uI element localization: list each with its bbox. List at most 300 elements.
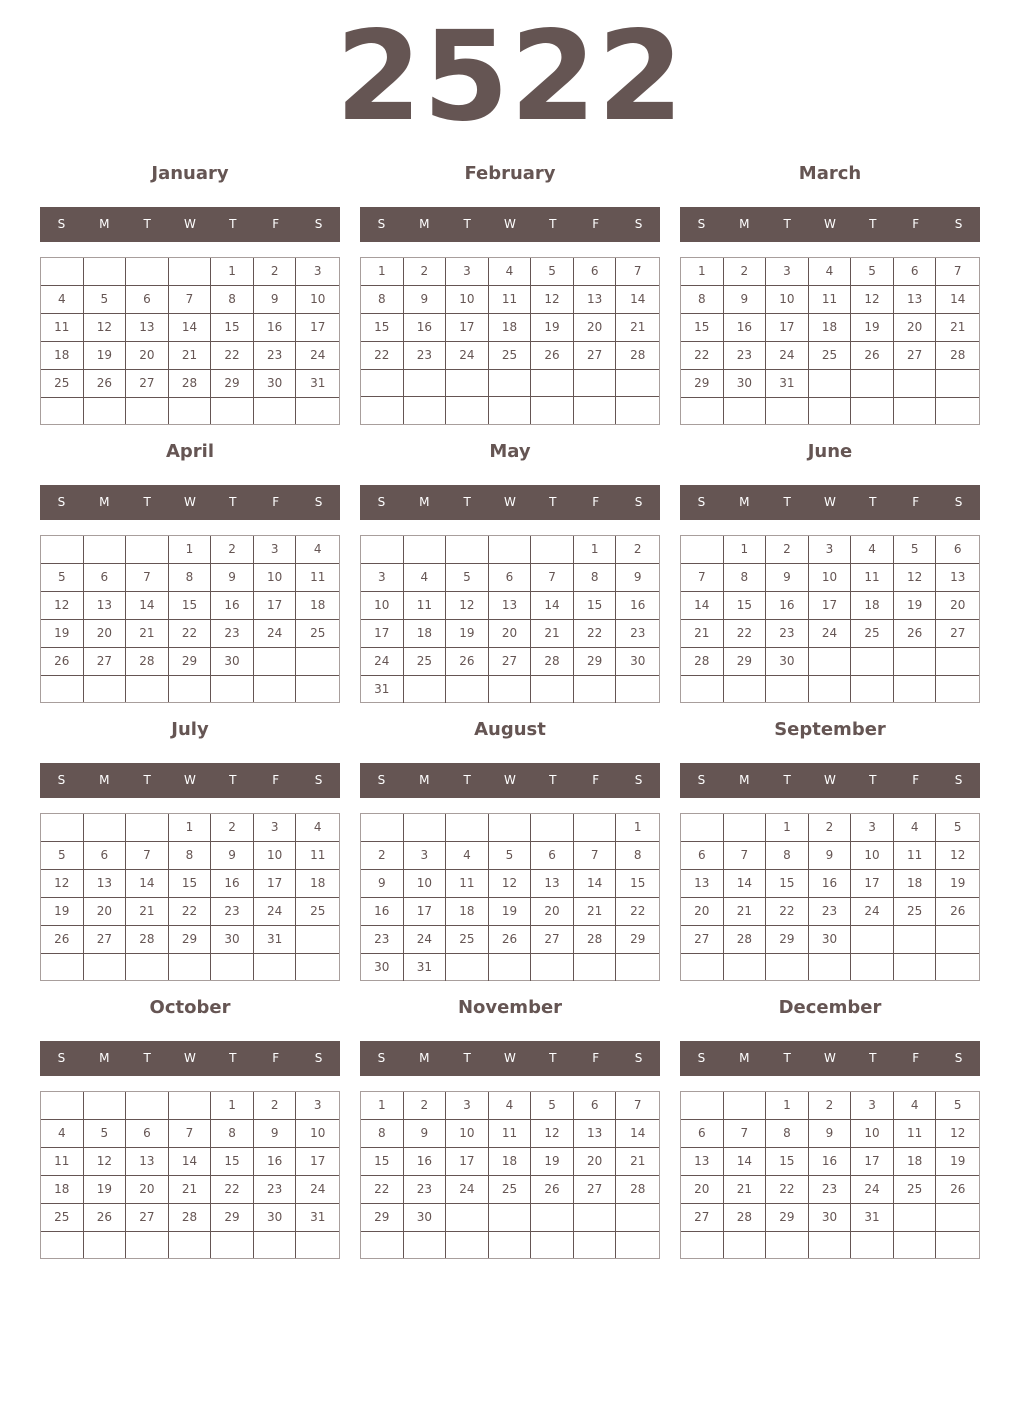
day-cell: 6 [531, 842, 574, 870]
month-february [360, 155, 660, 433]
day-cell: 28 [724, 926, 767, 954]
day-cell: 11 [809, 286, 852, 314]
weekday-label: T [143, 217, 151, 231]
day-cell: 4 [894, 814, 937, 842]
day-cell: 20 [84, 620, 127, 648]
empty-day-cell [169, 1232, 212, 1258]
day-cell: 8 [169, 564, 212, 592]
day-cell: 1 [169, 536, 212, 564]
month-september [680, 711, 980, 989]
empty-day-cell [211, 398, 254, 424]
day-cell: 19 [84, 342, 127, 370]
empty-day-cell [126, 676, 169, 702]
empty-day-cell [84, 398, 127, 424]
day-cell: 5 [489, 842, 532, 870]
empty-day-cell [404, 1232, 447, 1258]
day-cell: 3 [766, 258, 809, 286]
day-cell: 16 [254, 1148, 297, 1176]
empty-day-cell [574, 676, 617, 703]
empty-day-cell [169, 398, 212, 424]
day-cell: 11 [41, 1148, 84, 1176]
day-cell: 3 [361, 564, 404, 592]
day-cell: 27 [84, 926, 127, 954]
weekday-label: S [954, 217, 963, 231]
weekday-label: T [463, 217, 471, 231]
day-cell: 24 [254, 898, 297, 926]
day-cell: 5 [41, 564, 84, 592]
day-cell: 3 [446, 1092, 489, 1120]
month-november [360, 989, 660, 1267]
weekday-label: S [377, 1051, 386, 1065]
day-cell: 10 [404, 870, 447, 898]
empty-day-cell [851, 926, 894, 954]
empty-day-cell [296, 398, 339, 424]
day-cell: 24 [254, 620, 297, 648]
day-cell: 14 [616, 286, 659, 314]
day-cell: 17 [851, 870, 894, 898]
empty-day-cell [169, 954, 212, 980]
empty-day-cell [616, 1232, 659, 1258]
empty-day-cell [211, 954, 254, 980]
day-cell: 21 [126, 620, 169, 648]
day-cell: 10 [361, 592, 404, 620]
empty-day-cell [809, 1232, 852, 1258]
day-cell: 20 [126, 342, 169, 370]
day-cell: 25 [296, 898, 339, 926]
empty-day-cell [84, 536, 127, 564]
day-cell: 25 [489, 342, 532, 370]
empty-day-cell [254, 648, 297, 676]
empty-day-cell [681, 1232, 724, 1258]
day-cell: 4 [894, 1092, 937, 1120]
weekday-label: W [824, 773, 836, 787]
day-cell: 23 [211, 898, 254, 926]
empty-day-cell [936, 954, 979, 980]
empty-day-cell [211, 1232, 254, 1258]
day-cell: 23 [724, 342, 767, 370]
day-cell: 12 [84, 314, 127, 342]
empty-day-cell [681, 1092, 724, 1120]
day-cell: 14 [126, 592, 169, 620]
weekday-label: T [783, 217, 791, 231]
day-cell: 3 [446, 258, 489, 286]
month-december [680, 989, 980, 1267]
day-cell: 23 [361, 926, 404, 954]
empty-day-cell [41, 536, 84, 564]
day-cell: 5 [936, 814, 979, 842]
empty-day-cell [936, 398, 979, 424]
weekday-label: T [229, 217, 237, 231]
weekday-label: T [549, 217, 557, 231]
day-cell: 31 [296, 370, 339, 398]
day-cell: 16 [211, 870, 254, 898]
empty-day-cell [851, 398, 894, 424]
empty-day-cell [574, 954, 617, 981]
day-cell: 21 [936, 314, 979, 342]
empty-day-cell [809, 954, 852, 980]
day-cell: 13 [531, 870, 574, 898]
day-cell: 9 [724, 286, 767, 314]
day-cell: 14 [169, 1148, 212, 1176]
day-cell: 19 [84, 1176, 127, 1204]
day-cell: 8 [361, 286, 404, 314]
day-cell: 7 [574, 842, 617, 870]
empty-day-cell [254, 1232, 297, 1258]
weekday-label: S [314, 773, 323, 787]
empty-day-cell [254, 398, 297, 424]
day-cell: 30 [724, 370, 767, 398]
day-cell: 12 [936, 842, 979, 870]
day-cell: 30 [254, 1204, 297, 1232]
day-cell: 20 [681, 898, 724, 926]
weekday-label: W [824, 217, 836, 231]
empty-day-cell [296, 648, 339, 676]
weekday-label: W [504, 217, 516, 231]
day-cell: 19 [41, 620, 84, 648]
day-cell: 15 [361, 1148, 404, 1176]
day-cell: 26 [531, 1176, 574, 1204]
day-cell: 28 [169, 1204, 212, 1232]
day-cell: 23 [254, 342, 297, 370]
weekday-label: S [314, 495, 323, 509]
day-cell: 7 [169, 286, 212, 314]
day-cell: 26 [936, 1176, 979, 1204]
day-cell: 31 [766, 370, 809, 398]
day-cell: 27 [681, 926, 724, 954]
weekday-header [40, 763, 340, 798]
day-cell: 25 [894, 1176, 937, 1204]
day-cell: 17 [254, 870, 297, 898]
empty-day-cell [531, 397, 574, 424]
day-cell: 12 [41, 870, 84, 898]
day-cell: 27 [126, 1204, 169, 1232]
weekday-header [360, 207, 660, 242]
empty-day-cell [894, 676, 937, 702]
day-cell: 19 [489, 898, 532, 926]
month-title: November [457, 997, 563, 1018]
empty-day-cell [41, 258, 84, 286]
day-cell: 24 [446, 342, 489, 370]
day-cell: 1 [211, 1092, 254, 1120]
day-cell: 23 [809, 1176, 852, 1204]
day-cell: 27 [894, 342, 937, 370]
day-cell: 2 [211, 536, 254, 564]
day-cell: 7 [126, 564, 169, 592]
day-cell: 8 [211, 1120, 254, 1148]
day-cell: 22 [169, 620, 212, 648]
empty-day-cell [894, 1204, 937, 1232]
day-cell: 5 [84, 286, 127, 314]
empty-day-cell [211, 676, 254, 702]
day-cell: 20 [894, 314, 937, 342]
day-cell: 24 [851, 898, 894, 926]
weekday-label: S [954, 1051, 963, 1065]
day-cell: 15 [169, 870, 212, 898]
empty-day-cell [574, 397, 617, 424]
day-cell: 25 [296, 620, 339, 648]
day-cell: 27 [681, 1204, 724, 1232]
day-cell: 20 [126, 1176, 169, 1204]
month-title: May [489, 441, 531, 462]
day-cell: 28 [574, 926, 617, 954]
weekday-header [40, 207, 340, 242]
weekday-label: M [739, 773, 750, 787]
empty-day-cell [809, 676, 852, 702]
day-cell: 11 [446, 870, 489, 898]
day-cell: 1 [361, 1092, 404, 1120]
day-cell: 16 [766, 592, 809, 620]
weekday-label: S [314, 217, 323, 231]
day-cell: 31 [361, 676, 404, 703]
day-cell: 28 [531, 648, 574, 676]
day-cell: 9 [254, 286, 297, 314]
day-cell: 8 [211, 286, 254, 314]
day-grid [40, 257, 340, 425]
day-cell: 21 [126, 898, 169, 926]
day-cell: 21 [616, 314, 659, 342]
weekday-header [680, 485, 980, 520]
day-cell: 14 [574, 870, 617, 898]
day-cell: 7 [724, 842, 767, 870]
day-cell: 5 [41, 842, 84, 870]
weekday-label: T [143, 495, 151, 509]
weekday-label: M [419, 773, 430, 787]
day-cell: 8 [616, 842, 659, 870]
day-grid [40, 1091, 340, 1259]
day-cell: 2 [404, 1092, 447, 1120]
day-cell: 24 [446, 1176, 489, 1204]
empty-day-cell [724, 676, 767, 702]
day-cell: 17 [766, 314, 809, 342]
day-cell: 24 [296, 342, 339, 370]
day-cell: 18 [41, 1176, 84, 1204]
empty-day-cell [531, 1232, 574, 1258]
day-cell: 24 [361, 648, 404, 676]
day-cell: 27 [574, 342, 617, 370]
day-cell: 28 [616, 342, 659, 370]
weekday-label: S [377, 495, 386, 509]
empty-day-cell [936, 648, 979, 676]
empty-day-cell [681, 536, 724, 564]
day-cell: 29 [361, 1204, 404, 1232]
empty-day-cell [936, 1204, 979, 1232]
day-cell: 23 [766, 620, 809, 648]
month-title: July [171, 719, 209, 740]
day-cell: 4 [446, 842, 489, 870]
day-cell: 12 [894, 564, 937, 592]
day-cell: 27 [84, 648, 127, 676]
day-grid [40, 813, 340, 981]
empty-day-cell [126, 536, 169, 564]
empty-day-cell [446, 676, 489, 703]
day-cell: 10 [446, 286, 489, 314]
empty-day-cell [446, 397, 489, 424]
day-cell: 28 [126, 648, 169, 676]
empty-day-cell [296, 676, 339, 702]
empty-day-cell [851, 1232, 894, 1258]
day-cell: 30 [766, 648, 809, 676]
day-cell: 9 [766, 564, 809, 592]
day-cell: 18 [809, 314, 852, 342]
day-cell: 14 [126, 870, 169, 898]
month-title: February [464, 163, 556, 184]
weekday-label: F [912, 1051, 920, 1065]
empty-day-cell [616, 676, 659, 703]
empty-day-cell [126, 258, 169, 286]
day-cell: 25 [489, 1176, 532, 1204]
weekday-label: F [912, 773, 920, 787]
empty-day-cell [361, 397, 404, 424]
empty-day-cell [936, 1232, 979, 1258]
day-cell: 1 [169, 814, 212, 842]
day-cell: 6 [84, 564, 127, 592]
weekday-label: S [697, 217, 706, 231]
day-cell: 28 [126, 926, 169, 954]
day-cell: 26 [84, 370, 127, 398]
day-cell: 19 [41, 898, 84, 926]
empty-day-cell [766, 398, 809, 424]
empty-day-cell [851, 954, 894, 980]
day-cell: 8 [766, 1120, 809, 1148]
day-cell: 1 [681, 258, 724, 286]
day-cell: 17 [254, 592, 297, 620]
weekday-label: S [697, 1051, 706, 1065]
day-cell: 6 [936, 536, 979, 564]
weekday-label: T [783, 1051, 791, 1065]
day-cell: 24 [404, 926, 447, 954]
weekday-label: M [99, 773, 110, 787]
weekday-label: T [463, 495, 471, 509]
day-cell: 10 [809, 564, 852, 592]
day-cell: 3 [254, 814, 297, 842]
empty-day-cell [724, 954, 767, 980]
weekday-label: S [57, 1051, 66, 1065]
weekday-label: M [419, 495, 430, 509]
day-cell: 3 [296, 258, 339, 286]
day-cell: 9 [809, 842, 852, 870]
weekday-header [680, 207, 980, 242]
day-cell: 1 [574, 536, 617, 564]
empty-day-cell [531, 1204, 574, 1232]
day-cell: 13 [681, 870, 724, 898]
day-cell: 21 [531, 620, 574, 648]
day-cell: 29 [616, 926, 659, 954]
day-cell: 20 [574, 1148, 617, 1176]
empty-day-cell [531, 536, 574, 564]
day-cell: 9 [404, 286, 447, 314]
month-march [680, 155, 980, 433]
month-june [680, 433, 980, 711]
day-grid [680, 813, 980, 981]
day-cell: 20 [936, 592, 979, 620]
day-cell: 10 [254, 842, 297, 870]
day-cell: 31 [404, 954, 447, 981]
empty-day-cell [489, 536, 532, 564]
day-cell: 27 [126, 370, 169, 398]
day-cell: 1 [724, 536, 767, 564]
day-cell: 18 [41, 342, 84, 370]
day-cell: 17 [361, 620, 404, 648]
day-cell: 29 [169, 926, 212, 954]
day-cell: 30 [211, 926, 254, 954]
day-cell: 28 [616, 1176, 659, 1204]
day-cell: 19 [936, 1148, 979, 1176]
day-cell: 29 [766, 1204, 809, 1232]
empty-day-cell [41, 676, 84, 702]
weekday-label: F [592, 1051, 600, 1065]
day-cell: 16 [616, 592, 659, 620]
weekday-label: F [272, 217, 280, 231]
day-cell: 31 [296, 1204, 339, 1232]
day-cell: 26 [936, 898, 979, 926]
day-cell: 21 [681, 620, 724, 648]
day-cell: 5 [531, 1092, 574, 1120]
empty-day-cell [489, 397, 532, 424]
day-cell: 10 [296, 286, 339, 314]
day-cell: 12 [531, 1120, 574, 1148]
empty-day-cell [936, 370, 979, 398]
day-cell: 23 [809, 898, 852, 926]
empty-day-cell [296, 954, 339, 980]
month-august [360, 711, 660, 989]
day-cell: 8 [724, 564, 767, 592]
day-cell: 24 [851, 1176, 894, 1204]
weekday-label: M [99, 1051, 110, 1065]
day-cell: 8 [361, 1120, 404, 1148]
day-cell: 24 [296, 1176, 339, 1204]
day-cell: 7 [531, 564, 574, 592]
day-cell: 13 [681, 1148, 724, 1176]
month-title: January [151, 163, 229, 184]
day-cell: 19 [531, 1148, 574, 1176]
empty-day-cell [446, 1232, 489, 1258]
empty-day-cell [41, 954, 84, 980]
weekday-label: S [377, 217, 386, 231]
weekday-header [680, 1041, 980, 1076]
weekday-label: M [419, 1051, 430, 1065]
day-cell: 15 [724, 592, 767, 620]
weekday-header [680, 763, 980, 798]
day-cell: 2 [361, 842, 404, 870]
empty-day-cell [894, 398, 937, 424]
day-cell: 2 [254, 258, 297, 286]
day-cell: 11 [404, 592, 447, 620]
weekday-label: T [143, 773, 151, 787]
empty-day-cell [531, 814, 574, 842]
day-cell: 10 [851, 842, 894, 870]
weekday-header [360, 1041, 660, 1076]
day-cell: 12 [936, 1120, 979, 1148]
empty-day-cell [616, 370, 659, 397]
day-cell: 27 [574, 1176, 617, 1204]
empty-day-cell [296, 926, 339, 954]
day-cell: 29 [766, 926, 809, 954]
day-cell: 21 [169, 1176, 212, 1204]
day-cell: 18 [851, 592, 894, 620]
weekday-label: W [824, 1051, 836, 1065]
day-cell: 31 [851, 1204, 894, 1232]
weekday-label: T [549, 773, 557, 787]
month-october [40, 989, 340, 1267]
empty-day-cell [489, 954, 532, 981]
day-cell: 22 [169, 898, 212, 926]
day-cell: 29 [724, 648, 767, 676]
weekday-label: M [739, 1051, 750, 1065]
empty-day-cell [489, 814, 532, 842]
day-cell: 10 [766, 286, 809, 314]
weekday-label: W [504, 773, 516, 787]
day-grid [360, 535, 660, 703]
